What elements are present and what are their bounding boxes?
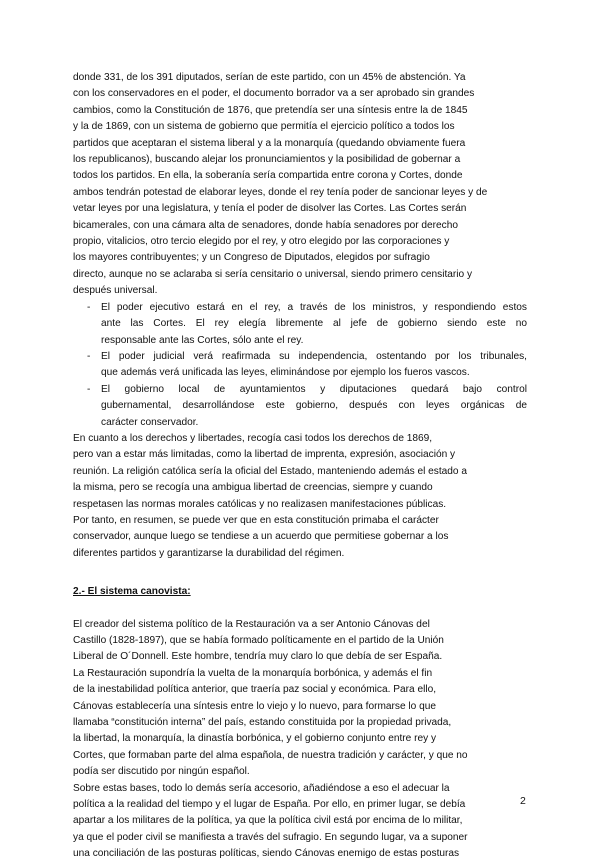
- text-line: podía ser discutido por ningún español.: [73, 766, 250, 778]
- page-content: [73, 70, 527, 863]
- text-line: El creador del sistema político de la Restauración va a ser Antonio Cánovas del: [73, 618, 430, 630]
- bullet-item: [73, 382, 527, 431]
- text-line: pero van a estar más limitadas, como la libertad de imprenta, expresión, asociación y: [73, 449, 456, 461]
- text-line: la misma, pero se recogía una ambigua libertad de creencias, siempre y cuando: [73, 482, 433, 494]
- text-line: una conciliación de las posturas políticas, siendo Cánovas enemigo de estas posturas: [73, 848, 460, 860]
- text-line: donde 331, de los 391 diputados, serían de este partido, con un 45% de abstención. Ya: [73, 72, 466, 83]
- text-line: En cuanto a los derechos y libertades, recogía casi todos los derechos de 1869,: [73, 432, 433, 444]
- text-line: ya que el poder civil se manifiesta a través del sufragio. En segundo lugar, va a suponer: [73, 831, 468, 843]
- powers-bullet-list: [73, 300, 527, 431]
- text-line: partidos que aceptaran el sistema liberal y a la monarquía (quedando obviamente fuera: [73, 137, 466, 149]
- text-line: después universal.: [73, 285, 158, 297]
- text-line: reunión. La religión católica sería la oficial del Estado, manteniendo además el estado a: [73, 465, 467, 477]
- bullet-text-line: El poder ejecutivo estará en el rey, a través de los ministros, y respondiendo estos: [101, 301, 527, 313]
- text-line: Cortes, que formaban parte del alma española, de nuestra tradición y carácter, y que no: [73, 749, 468, 761]
- bullet-text-line: carácter conservador.: [101, 416, 199, 428]
- text-line: Por tanto, en resumen, se puede ver que en esta constitución primaba el carácter: [73, 514, 439, 526]
- text-line: Castillo (1828-1897), que se había formado políticamente en el partido de la Unión: [73, 635, 444, 646]
- text-line: bicamerales, con una cámara alta de senadores, donde había senadores por derecho: [73, 219, 459, 231]
- text-line: vetar leyes por una legislatura, y tenía el poder de disolver las Cortes. Las Cortes serán: [73, 203, 467, 215]
- text-line: directo, aunque no se aclaraba si sería censitario o universal, siendo primero censitario y: [73, 268, 473, 280]
- page-number: 2: [520, 795, 526, 807]
- text-line: La Restauración supondría la vuelta de la monarquía borbónica, y además el fin: [73, 667, 433, 679]
- text-line: propio, vitalicios, otro tercio elegido por el rey, y otro elegido por las corporaciones y: [73, 236, 450, 248]
- bullet-text-line: responsable ante las Cortes, sólo ante el rey.: [101, 334, 304, 346]
- text-line: apartar a los militares de la política, ya que la política civil está por encima de lo militar,: [73, 815, 463, 827]
- bullet-item: [73, 300, 527, 349]
- bullet-item: [73, 349, 527, 382]
- bullet-text-line: que además verá unificada las leyes, eliminándose por ejemplo los fueros vascos.: [101, 367, 470, 379]
- text-line: Liberal de O´Donnell. Este hombre, tendría muy claro lo que debía de ser España.: [73, 651, 443, 663]
- spacer: [73, 601, 527, 617]
- text-line: y la de 1869, con un sistema de gobierno que permitía el ejercicio político a todos los: [73, 121, 455, 133]
- text-line: los mayores contribuyentes; y un Congreso de Diputados, elegidos por sufragio: [73, 252, 430, 264]
- text-line: política a la realidad del tiempo y el lugar de España. Por ello, en primer lugar, se debía: [73, 799, 466, 811]
- section-heading: 2.- El sistema canovista:: [73, 586, 191, 598]
- bullet-dash: -: [87, 383, 91, 395]
- text-line: conservador, aunque luego se tendiese a un acuerdo que permitiese gobernar a los: [73, 531, 449, 543]
- text-line: la libertad, la monarquía, la dinastía borbónica, y el gobierno conjunto entre rey y: [73, 733, 437, 745]
- text-line: los republicanos), buscando alejar los pronunciamientos y la posibilidad de gobernar a: [73, 154, 461, 166]
- text-line: llamaba “constitución interna” del país, estando constituida por la propiedad privada,: [73, 717, 452, 729]
- bullet-text-line: El gobierno local de ayuntamientos y diputaciones quedará bajo control: [101, 383, 527, 395]
- paragraph-canovist-system: [73, 617, 527, 863]
- text-line: todos los partidos. En ella, la soberanía sería compartida entre corona y Cortes, donde: [73, 170, 463, 182]
- paragraph-constitution-1876: [73, 70, 527, 300]
- paragraph-rights-and-liberties: [73, 431, 527, 562]
- text-line: respetasen las normas morales católicas y no realizasen manifestaciones públicas.: [73, 498, 447, 510]
- text-line: de la inestabilidad política anterior, que traería paz social y económica. Para ello,: [73, 684, 437, 696]
- bullet-text-line: gubernamental, desarrollándose este gobierno, después con leyes orgánicas de: [101, 400, 527, 412]
- text-line: con los conservadores en el poder, el documento borrador va a ser aprobado sin grandes: [73, 88, 475, 100]
- text-line: cambios, como la Constitución de 1876, que pretendía ser una síntesis entre la de 1845: [73, 104, 468, 116]
- bullet-dash: -: [87, 301, 91, 313]
- bullet-text-line: El poder judicial verá reafirmada su independencia, ostentando por los tribunales,: [101, 350, 527, 362]
- text-line: diferentes partidos y garantizarse la durabilidad del régimen.: [73, 547, 345, 559]
- text-line: Sobre estas bases, todo lo demás sería accesorio, añadiéndose a eso el adecuar la: [73, 782, 450, 794]
- bullet-text-line: ante las Cortes. El rey elegía libremente al jefe de gobierno siendo este no: [101, 318, 527, 330]
- spacer: [73, 562, 527, 578]
- text-line: ambos tendrán potestad de elaborar leyes, donde el rey tenía poder de sancionar leyes y de: [73, 186, 488, 198]
- text-line: Cánovas establecería una síntesis entre lo viejo y lo nuevo, para formarse lo que: [73, 700, 437, 712]
- bullet-dash: -: [87, 350, 91, 362]
